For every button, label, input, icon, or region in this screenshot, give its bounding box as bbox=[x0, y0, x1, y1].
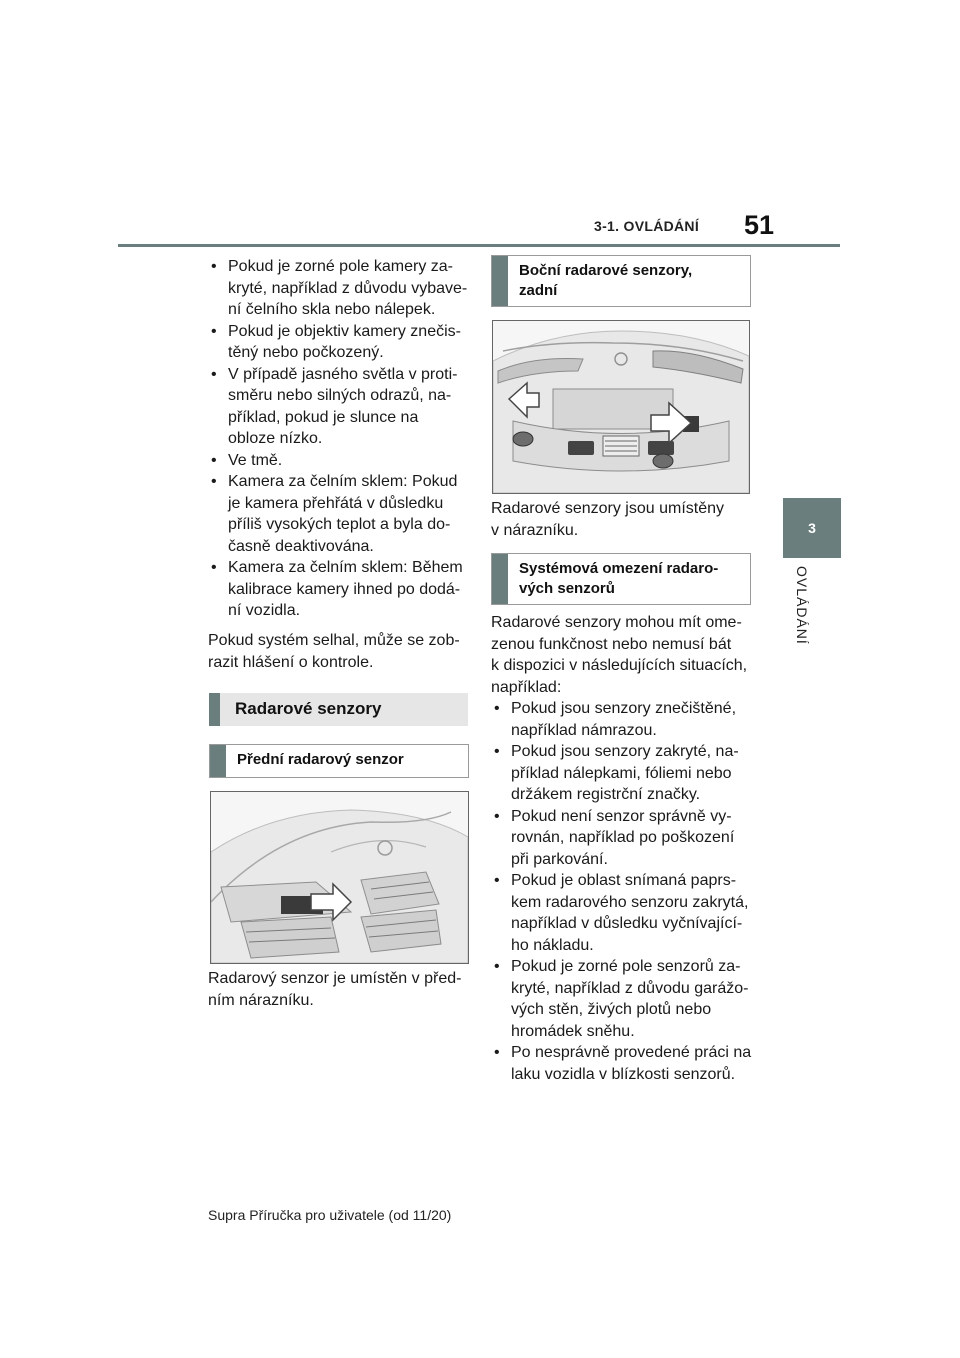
front-bumper-illustration bbox=[211, 792, 468, 963]
subheading-rear-side-radar bbox=[491, 255, 751, 307]
bullet-item: • Pokud je zorné pole senzorů za- kryté, například z důvodu garážo- vých stěn, živých plotů nebo hromádek sněhu. bbox=[491, 956, 757, 1042]
chapter-tab bbox=[783, 498, 841, 558]
subheading-system-limits bbox=[491, 553, 751, 605]
section-heading-text: Radarové senzory bbox=[235, 699, 382, 718]
limits-intro: Radarové senzory mohou mít ome- zenou funkčnost nebo nemusí bát k dispozici v následujících situacích, například: bbox=[491, 614, 748, 696]
chapter-label: OVLÁDÁNÍ bbox=[794, 566, 810, 645]
header-divider bbox=[118, 244, 840, 247]
bullet-item: • Pokud jsou senzory znečištěné, například námrazou. bbox=[491, 698, 757, 741]
page-number: 51 bbox=[744, 210, 775, 240]
rear-bumper-figure bbox=[492, 320, 750, 494]
bullet-item: • Ve tmě. bbox=[208, 450, 478, 472]
bullet-item: • Pokud je zorné pole kamery za- kryté, například z důvodu vybave- ní čelního skla nebo nálepek. bbox=[208, 256, 478, 321]
bullet-item: • Pokud je objektiv kamery znečis- těný nebo počkozený. bbox=[208, 321, 478, 364]
front-bumper-figure bbox=[210, 791, 469, 964]
bullet-item: • Pokud není senzor správně vy- rovnán, například po poškození při parkování. bbox=[491, 806, 757, 871]
subheading-text: Přední radarový senzor bbox=[237, 751, 404, 768]
subheading-text: Systémová omezení radaro- vých senzorů bbox=[519, 560, 719, 597]
subheading-text: Boční radarové senzory, zadní bbox=[519, 262, 693, 299]
subheading-front-radar bbox=[209, 744, 469, 778]
bullet-item: • Po nesprávně provedené práci na laku vozidla v blízkosti senzorů. bbox=[491, 1042, 757, 1085]
heading-accent-bar bbox=[492, 554, 508, 604]
bullet-item: • Pokud jsou senzory zakryté, na- příklad nálepkami, fóliemi nebo držákem registrční značky. bbox=[491, 741, 757, 806]
bullet-item: • Kamera za čelním sklem: Během kalibrace kamery ihned po dodá- ní vozidla. bbox=[208, 557, 478, 622]
bullet-item: • V případě jasného světla v proti- směru nebo silných odrazů, na- příklad, pokud je slunce na obloze nízko. bbox=[208, 364, 478, 450]
failure-paragraph: Pokud systém selhal, může se zob- razit hlášení o kontrole. bbox=[208, 632, 460, 671]
left-bullet-list bbox=[208, 256, 478, 622]
bullet-item: • Pokud je oblast snímaná paprs- kem radarového senzoru zakrytá, například v důsledku vyčnívající- ho nákladu. bbox=[491, 870, 757, 956]
heading-accent-bar bbox=[492, 256, 508, 306]
section-heading-radar-sensors bbox=[209, 693, 468, 726]
footer-text: Supra Příručka pro uživatele (od 11/20) bbox=[208, 1207, 452, 1223]
chapter-number: 3 bbox=[808, 520, 816, 536]
right-bullet-list bbox=[491, 698, 757, 1085]
rear-bumper-illustration bbox=[493, 321, 749, 493]
heading-accent-bar bbox=[210, 745, 226, 777]
section-title: 3-1. OVLÁDÁNÍ bbox=[594, 218, 700, 234]
rear-figure-caption: Radarové senzory jsou umístěny v nárazníku. bbox=[491, 500, 724, 539]
heading-accent-bar bbox=[209, 693, 220, 726]
bullet-item: • Kamera za čelním sklem: Pokud je kamera přehřátá v důsledku příliš vysokých teplot a byla do- časně deaktivována. bbox=[208, 471, 478, 557]
front-figure-caption: Radarový senzor je umístěn v před- ním nárazníku. bbox=[208, 970, 462, 1009]
